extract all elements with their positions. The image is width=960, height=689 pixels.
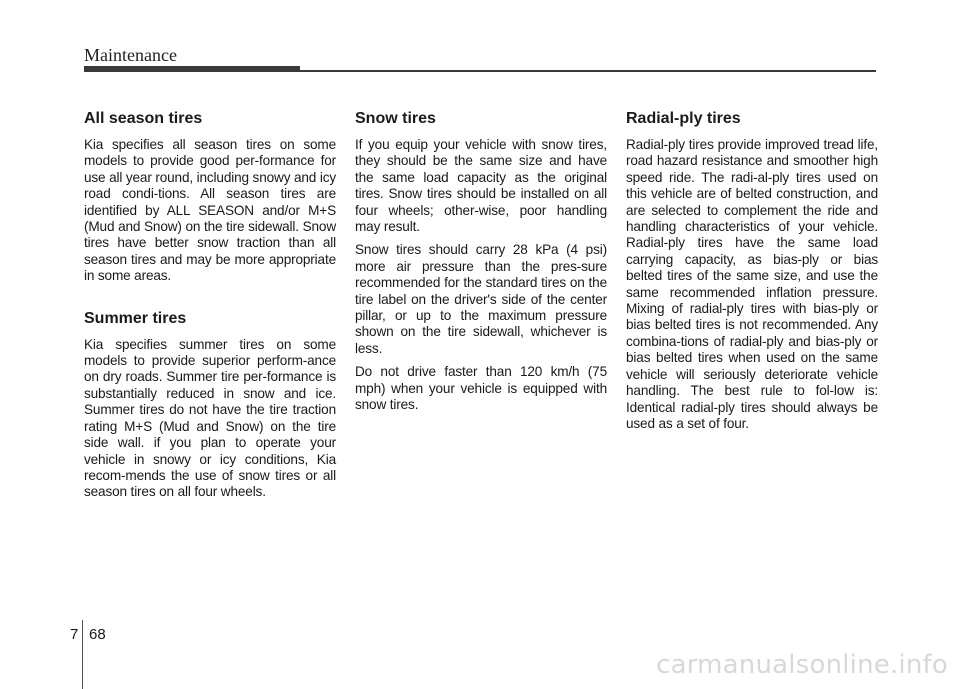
paragraph-snow-2: Snow tires should carry 28 kPa (4 psi) more air pressure than the pres-sure recommended for the standard tires on the tire label on the driver's side of the center pillar, or up to the maximum pressure shown on the tire sidewall, whichever is less. — [355, 242, 607, 356]
paragraph-snow-3: Do not drive faster than 120 km/h (75 mph) when your vehicle is equipped with snow tires. — [355, 364, 607, 413]
page-header-title: Maintenance — [84, 45, 177, 65]
column-middle — [355, 110, 607, 421]
footer-divider — [82, 620, 83, 689]
section-heading-snow: Snow tires — [355, 110, 436, 127]
column-right — [626, 110, 878, 439]
header-rule-thick — [84, 66, 300, 72]
section-heading-radial: Radial-ply tires — [626, 110, 741, 127]
section-heading-summer: Summer tires — [84, 309, 187, 327]
chapter-number: 7 — [70, 626, 79, 643]
page-number: 68 — [89, 626, 106, 643]
paragraph-radial: Radial-ply tires provide improved tread life, road hazard resistance and smoother high speed ride. The radi-al-ply tires used on this vehicle are of belted construction, and are selected to complement the ride and handling characteristics of your vehicle. Radial-ply tires have the same load carrying capacity, as bias-ply or bias belted tires of the same size, and use the same recommended inflation pressure. Mixing of radial-ply tires with bias-ply or bias belted tires is not recommended. Any combina-tions of radial-ply and bias-ply or bias belted tires when used on the same vehicle will seriously deteriorate vehicle handling. The best rule to fol-low is: Identical radial-ply tires should always be used as a set of four. — [626, 137, 878, 431]
paragraph-summer: Kia specifies summer tires on some models to provide superior perform-ance on dry roads. Summer tire per-formance is substantially reduced in snow and ice. Summer tires do not have the tire traction rating M+S (Mud and Snow) on the tire side wall. if you plan to operate your vehicle in snowy or icy conditions, Kia recom-mends the use of snow tires or all season tires on all four wheels. — [84, 336, 336, 500]
paragraph-snow-1: If you equip your vehicle with snow tires, they should be the same size and have the same load capacity as the original tires. Snow tires should be installed on all four wheels; other-wise, poor handling may result. — [355, 137, 607, 235]
section-heading-all-season: All season tires — [84, 110, 203, 127]
column-left — [84, 110, 336, 508]
watermark-text: carmanualsonline.info — [656, 650, 948, 680]
header-rule-thin — [300, 70, 876, 72]
paragraph-all-season: Kia specifies all season tires on some models to provide good per-formance for use all year round, including snowy and icy road condi-tions. All season tires are identified by ALL SEASON and/or M+S (Mud and Snow) on the tire sidewall. Snow tires have better snow traction than all season tires and may be more appropriate in some areas. — [84, 137, 336, 284]
